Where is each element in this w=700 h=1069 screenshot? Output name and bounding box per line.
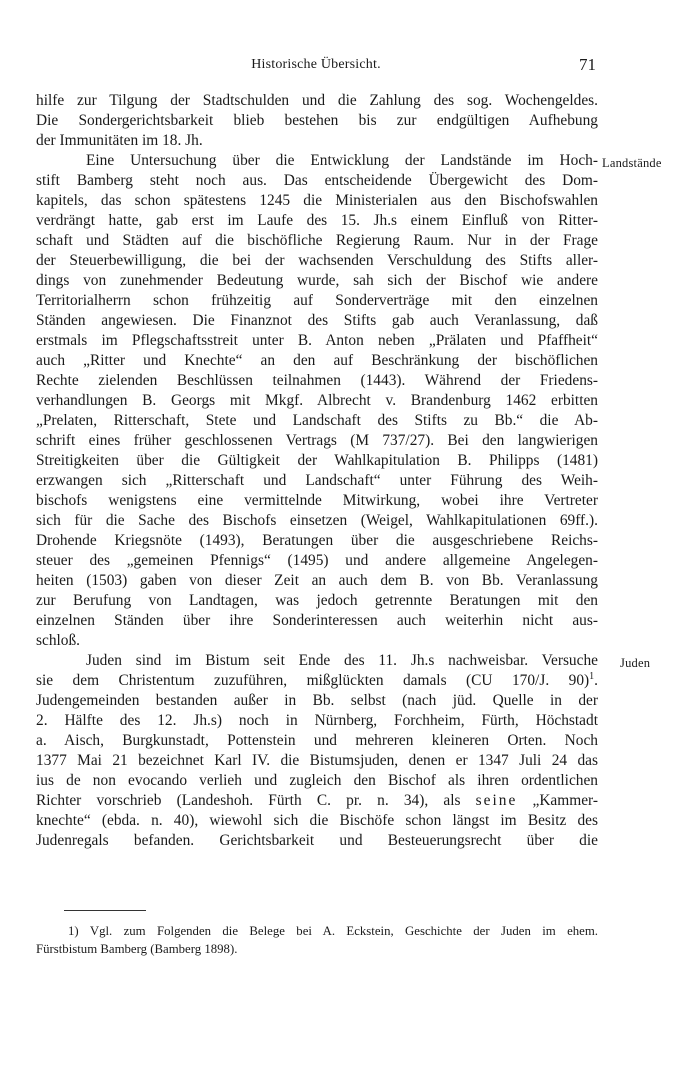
text-line: der Steuerbewilligung, die bei der wachsenden Verschuldung des Stifts aller- [36,252,598,269]
text-line: ius de non evocando verlieh und zugleich den Bischof als ihren ordentlichen [36,772,598,789]
text-line: zur Berufung von Landtagen, was jedoch getrennte Beratungen mit den [36,592,598,609]
text-line: knechte“ (ebda. n. 40), wiewohl sich die Bischöfe schon längst im Besitz des [36,812,598,829]
text-line: Rechte zielenden Beschlüssen teilnahmen (1443). Während der Friedens- [36,372,598,389]
footnote-line [36,922,598,940]
text-line: stift Bamberg steht noch aus. Das entscheidende Übergewicht des Dom- [36,172,598,189]
text-line: Judengemeinden bestanden außer in Bb. selbst (nach jüd. Quelle in der [36,692,598,709]
marginal-note-juden: Juden [620,656,651,670]
text-line: Drohende Kriegsnöte (1493), Beratungen über die ausgeschriebene Reichs- [36,532,598,549]
text-line: Streitigkeiten über die Gültigkeit der Wahlkapitulation B. Philipps (1481) [36,452,598,469]
text-line: verhandlungen B. Georgs mit Mkgf. Albrecht v. Brandenburg 1462 erbitten [36,392,598,409]
running-header [36,57,596,79]
text-line: erstmals im Pflegschaftsstreit unter B. Anton neben „Prälaten und Pfaffheit“ [36,332,598,349]
text-line: steuer des „gemeinen Pfennigs“ (1495) und andere allgemeine Angelegen- [36,552,598,569]
marginal-note-landstaende: Landstände [602,156,662,170]
text-segment: „Kammer- [532,792,598,809]
text-line: schrift eines früher geschlossenen Vertrags (M 737/27). Bei den langwierigen [36,432,598,449]
text-line: hilfe zur Tilgung der Stadtschulden und die Zahlung des sog. Wochengeldes. [36,92,598,109]
text-line: a. Aisch, Burgkunstadt, Pottenstein und mehreren kleineren Orten. Noch [36,732,598,749]
running-title: Historische Übersicht. [251,57,381,72]
text-line: sich für die Sache des Bischofs einsetzen (Weigel, Wahlkapitulationen 69ff.). [36,512,598,529]
text-line: einzelnen Ständen über ihre Sonderinteressen auch weiterhin nicht aus- [36,612,598,629]
text-line: der Immunitäten im 18. Jh. [36,132,203,149]
text-line: Territorialherrn schon frühzeitig auf Sonderverträge mit den einzelnen [36,292,598,309]
footnote [36,922,598,958]
footnote-marker: 1) [68,924,79,938]
text-line: erzwangen sich „Ritterschaft und Landschaft“ unter Führung des Weih- [36,472,598,489]
text-line: verdrängt hatte, gab erst im Laufe des 15. Jh.s einem Einfluß von Ritter- [36,212,598,229]
text-line: Ständen angewiesen. Die Finanznot des Stifts gab auch Veranlassung, daß [36,312,598,329]
text-segment: sie dem Christentum zuzuführen, mißglückten damals (CU 170/J. 90) [36,672,590,689]
text-line: auch „Ritter und Knechte“ an den auf Beschränkung der bischöflichen [36,352,598,369]
text-line: bischofs wenigstens eine vermittelnde Mitwirkung, wobei ihre Vertreter [36,492,598,509]
text-line: Juden sind im Bistum seit Ende des 11. Jh.s nachweisbar. Versuche [86,652,598,669]
text-line: Judenregals befanden. Gerichtsbarkeit und Besteuerungsrecht über die [36,832,598,849]
text-segment: . [594,672,598,689]
text-line: 2. Hälfte des 12. Jh.s) noch in Nürnberg, Forchheim, Fürth, Höchstadt [36,712,598,729]
page-number: 71 [579,55,596,74]
text-line: 1377 Mai 21 bezeichnet Karl IV. die Bistumsjuden, denen er 1347 Juli 24 das [36,752,598,769]
footnote-divider [64,910,146,911]
text-line: dings von zunehmender Bedeutung wurde, sah sich der Bischof wie andere [36,272,598,289]
text-line: heiten (1503) gaben von dieser Zeit an auch dem B. von Bb. Veranlassung [36,572,598,589]
text-line: Die Sondergerichtsbarkeit blieb bestehen bis zur endgültigen Aufhebung [36,112,598,129]
text-line: kapitels, das schon spätestens 1245 die Ministerialen aus den Bischofswahlen [36,192,598,209]
text-line: schloß. [36,632,81,649]
text-line: schaft und Städten auf die bischöfliche Regierung Raum. Nur in der Frage [36,232,598,249]
footnote-line: Fürstbistum Bamberg (Bamberg 1898). [36,942,238,956]
body-text [36,91,598,851]
text-line: Eine Untersuchung über die Entwicklung der Landstände im Hoch- [86,152,598,169]
text-line-with-spaced-word [36,791,598,811]
text-line-with-footnote-ref [36,671,598,691]
footnote-reference: 1 [589,671,595,682]
text-segment: Richter vorschrieb (Landeshoh. Fürth C. pr. n. 34), als [36,792,461,809]
text-line: „Prelaten, Ritterschaft, Stete und Landschaft des Stifts zu Bb.“ die Ab- [36,412,598,429]
spaced-emphasis: seine [475,792,518,809]
footnote-text: Vgl. zum Folgenden die Belege bei A. Eckstein, Geschichte der Juden im ehem. [89,924,599,938]
